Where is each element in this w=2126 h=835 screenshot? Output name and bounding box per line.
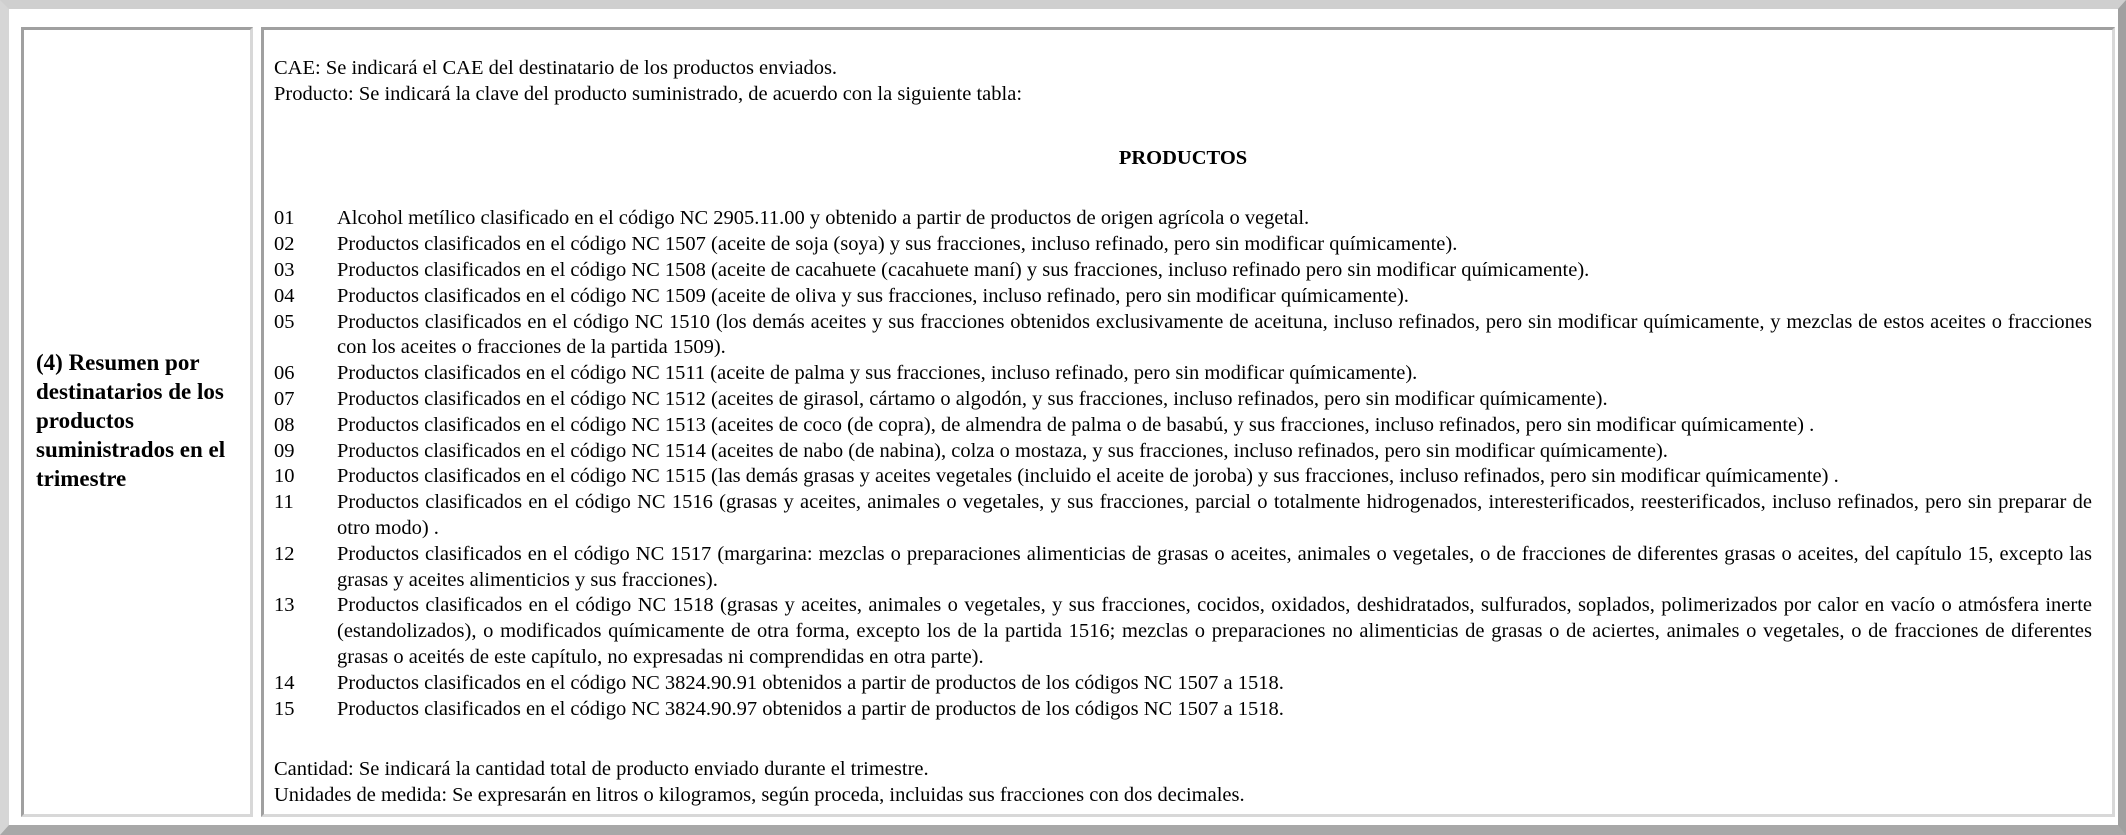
product-row [274,490,2092,542]
product-code: 04 [274,284,295,307]
product-description: Productos clasificados en el código NC 1511 (aceite de palma y sus fracciones, incluso refinado, pero sin modificar químicamente). [337,362,1418,385]
product-row [274,671,2092,697]
product-description: Productos clasificados en el código NC 1517 (margarina: mezclas o preparaciones alimenticias de grasas o aceites, animales o vegetales, o de fracciones de diferentes grasas o aceites, del capítulo 15, excepto las grasas y aceites alimenticios y sus fracciones). [337,542,2092,591]
product-code: 15 [274,697,295,720]
product-code: 08 [274,413,295,436]
cae-description: CAE: Se indicará el CAE del destinatario de los productos enviados. [274,57,838,79]
product-description: Productos clasificados en el código NC 1518 (grasas y aceites, animales o vegetales, y sus fracciones, cocidos, oxidados, deshidratados, sulfurados, soplados, polimerizados por calor en vacío o atmósfera inerte (estandolizados), o modificados químicamente de otra forma, excepto los de la partida 1516; mezclas o preparaciones no alimenticias de grasas o de aciertes, animales o vegetales, o de fracciones de diferentes grasas o aceités de este capítulo, no expresadas ni comprendidas en otra parte). [337,594,2092,668]
product-code: 01 [274,207,295,230]
product-row [274,439,2092,465]
product-code: 09 [274,439,295,462]
product-description: Alcohol metílico clasificado en el código NC 2905.11.00 y obtenido a partir de productos de origen agrícola o vegetal. [337,207,1310,230]
product-description: Productos clasificados en el código NC 3824.90.97 obtenidos a partir de productos de los códigos NC 1507 a 1518. [337,697,1284,720]
product-row [274,464,2092,490]
section-content [274,56,2092,809]
product-description: Productos clasificados en el código NC 1516 (grasas y aceites, animales o vegetales, y sus fracciones, parcial o totalmente hidrogenados, interesterificados, reesterificados, incluso refinados, pero sin preparar de otro modo) . [337,491,2092,539]
product-description: Productos clasificados en el código NC 1513 (aceites de coco (de copra), de almendra de palma o de basabú, y sus fracciones, incluso refinados, pero sin modificar químicamente) . [337,413,1815,436]
product-row [274,697,2092,723]
product-description: Productos clasificados en el código NC 1512 (aceites de girasol, cártamo o algodón, y sus fracciones, incluso refinados, pero sin modificar químicamente). [337,387,1608,410]
product-row [274,542,2092,594]
product-code: 06 [274,362,295,385]
product-description: Productos clasificados en el código NC 1508 (aceite de cacahuete (cacahuete maní) y sus fracciones, incluso refinado pero sin modificar químicamente). [337,258,1590,281]
product-description: Productos clasificados en el código NC 1507 (aceite de soja (soya) y sus fracciones, incluso refinado, pero sin modificar químicamente). [337,233,1458,256]
product-row [274,232,2092,258]
section-content-cell [261,27,2115,817]
product-row [274,258,2092,284]
products-list [274,206,2092,722]
section-label-cell [21,27,253,817]
product-code: 12 [274,542,295,565]
product-code: 03 [274,258,295,281]
cantidad-description: Cantidad: Se indicará la cantidad total de producto enviado durante el trimestre. [274,758,929,781]
product-code: 14 [274,671,295,694]
footer-notes [274,757,2092,809]
product-row [274,310,2092,362]
section-heading: (4) Resumen por destinatarios de los productos suministrados en el trimestre [36,350,226,491]
product-code: 05 [274,310,295,333]
product-row [274,284,2092,310]
unidades-description: Unidades de medida: Se expresarán en litros o kilogramos, según proceda, incluidas sus fracciones con dos decimales. [274,784,1245,807]
product-row [274,593,2092,670]
product-description: Productos clasificados en el código NC 1510 (los demás aceites y sus fracciones obtenidos exclusivamente de aceituna, incluso refinados, pero sin modificar químicamente, y mezclas de estos aceites o fracciones con los aceites o fracciones de la partida 1509). [337,310,2092,359]
product-description: Productos clasificados en el código NC 1514 (aceites de nabo (de nabina), colza o mostaza, y sus fracciones, incluso refinados, pero sin modificar químicamente). [337,439,1668,462]
product-code: 02 [274,233,295,256]
product-description: Productos clasificados en el código NC 3824.90.91 obtenidos a partir de productos de los códigos NC 1507 a 1518. [337,671,1284,694]
product-description: Productos clasificados en el código NC 1509 (aceite de oliva y sus fracciones, incluso refinado, pero sin modificar químicamente). [337,284,1409,307]
product-description: Productos clasificados en el código NC 1515 (las demás grasas y aceites vegetales (incluido el aceite de joroba) y sus fracciones, incluso refinados, pero sin modificar químicamente) . [337,465,1839,488]
products-title: PRODUCTOS [1118,146,1248,169]
product-row [274,206,2092,232]
producto-description: Producto: Se indicará la clave del producto suministrado, de acuerdo con la siguiente tabla: [274,82,1023,105]
product-row [274,387,2092,413]
product-row [274,413,2092,439]
product-code: 10 [274,465,295,488]
product-code: 07 [274,387,295,410]
product-code: 11 [274,491,294,514]
product-code: 13 [274,594,295,617]
product-row [274,361,2092,387]
